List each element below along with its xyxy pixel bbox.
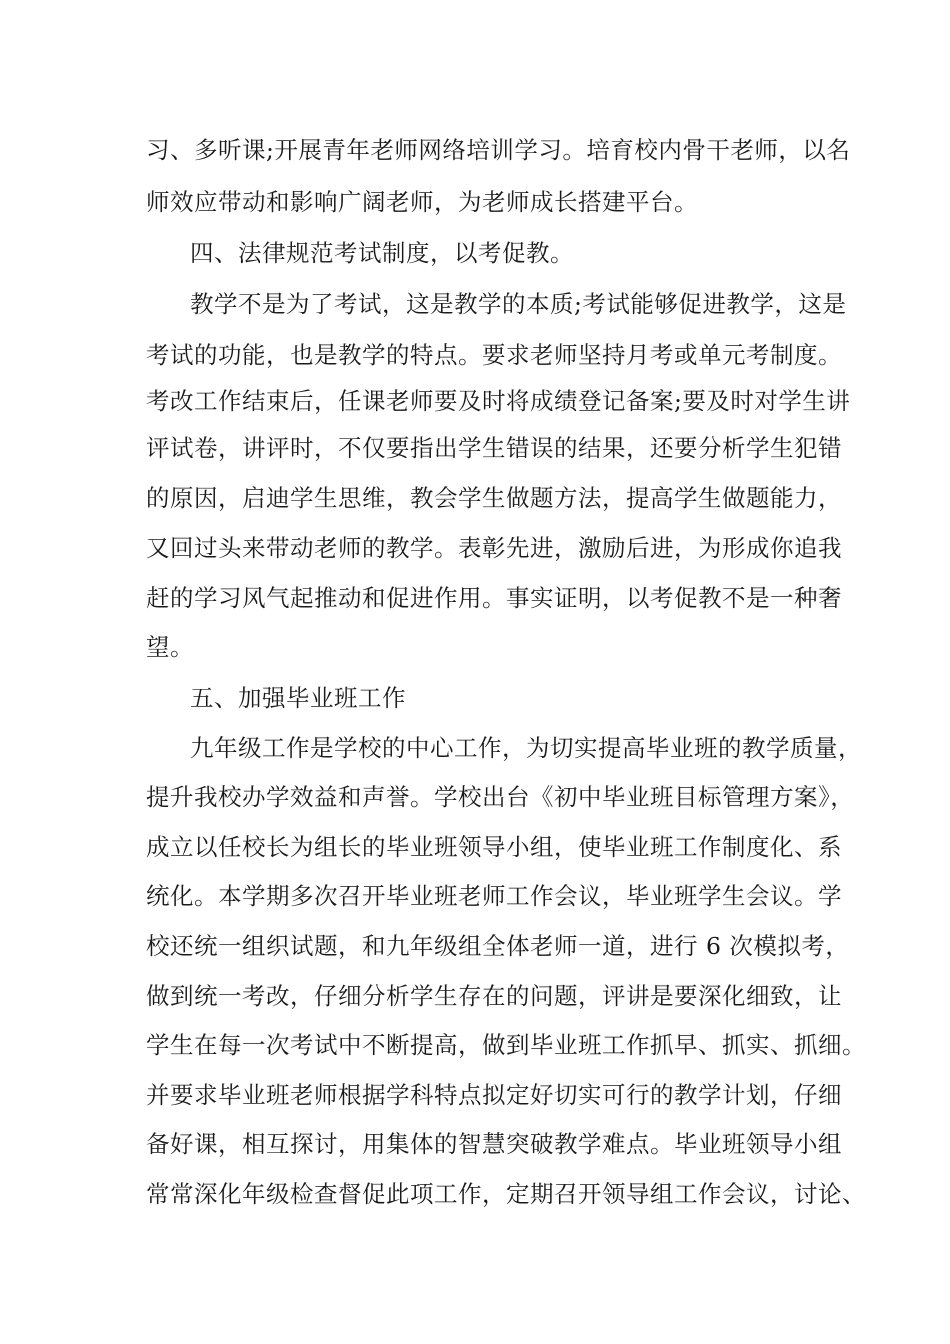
text-line-19: 学生在每一次考试中不断提高，做到毕业班工作抓早、抓实、抓细。 [146,1031,866,1059]
text-line-8: 的原因，启迪学生思维，教会学生做题方法，提高学生做题能力， [146,484,842,512]
text-line-16: 统化。本学期多次召开毕业班老师工作会议，毕业班学生会议。学 [146,882,842,910]
text-line-7: 评试卷，讲评时，不仅要指出学生错误的结果，还要分析学生犯错 [146,434,842,462]
section-heading-four: 四、法律规范考试制度，以考促教。 [190,239,574,267]
text-line-4: 教学不是为了考试，这是教学的本质;考试能够促进教学，这是 [190,290,847,318]
text-line-1: 习、多听课;开展青年老师网络培训学习。培育校内骨干老师，以名 [146,136,851,164]
text-line-18: 做到统一考改，仔细分析学生存在的问题，评讲是要深化细致，让 [146,982,842,1010]
section-heading-five: 五、加强毕业班工作 [190,684,406,712]
text-line-2: 师效应带动和影响广阔老师，为老师成长搭建平台。 [146,188,698,216]
text-line-17: 校还统一组织试题，和九年级组全体老师一道，进行 6 次模拟考， [146,932,850,960]
text-line-14: 提升我校办学效益和声誉。学校出台《初中毕业班目标管理方案》， [146,783,855,811]
text-line-6: 考改工作结束后，任课老师要及时将成绩登记备案;要及时对学生讲 [146,387,851,415]
text-line-20: 并要求毕业班老师根据学科特点拟定好切实可行的教学计划，仔细 [146,1081,842,1109]
text-line-9: 又回过头来带动老师的教学。表彰先进，激励后进，为形成你追我 [146,534,842,562]
text-line-11: 望。 [146,633,194,661]
text-line-13: 九年级工作是学校的中心工作，为切实提高毕业班的教学质量， [190,734,862,762]
text-line-5: 考试的功能，也是教学的特点。要求老师坚持月考或单元考制度。 [146,341,842,369]
text-line-22: 常常深化年级检查督促此项工作，定期召开领导组工作会议，讨论、 [146,1180,866,1208]
text-line-15: 成立以任校长为组长的毕业班领导小组，使毕业班工作制度化、系 [146,833,842,861]
text-line-10: 赶的学习风气起推动和促进作用。事实证明，以考促教不是一种奢 [146,584,842,612]
text-line-21: 备好课，相互探讨，用集体的智慧突破教学难点。毕业班领导小组 [146,1130,842,1158]
